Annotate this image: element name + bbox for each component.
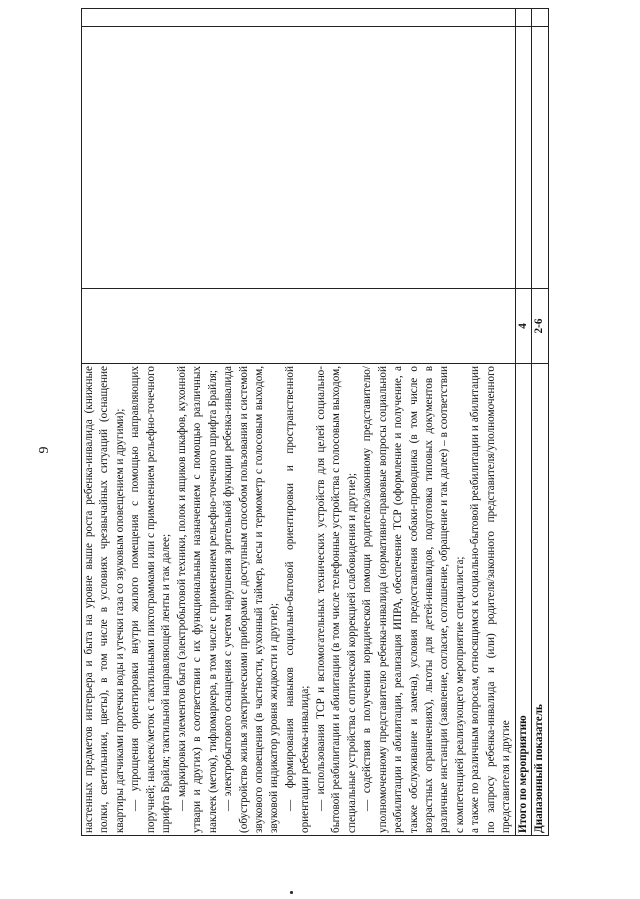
scan-dot: [290, 891, 293, 894]
description-paragraph: — содействия в получении юридической помощи родителю/законному представителю/уполномоченному представителю ребенка-инвалида (нормативно-правовые вопросы социальной реабилитации и абилитации, реализация ИПРА, обеспечение ТСР (оформление и получение, а также обслуживание и замена), условия предоставления собаки-проводника (в том числе о возрастных ограничениях), льготы для детей-инвалидов, подготовка типовых документов в различные инстанции (заявление, согласие, соглашение, обращение и так далее) – в соответствии с компетенцией реализующего мероприятие специалиста;: [361, 366, 466, 833]
table-row-description: [82, 9, 516, 836]
description-paragraph: — формирования навыков социально-бытовой ориентировки и пространственной ориентации ребенка-инвалида;: [283, 366, 312, 833]
table-row-range: [532, 9, 548, 836]
total-label: Итого по мероприятию: [515, 364, 531, 836]
description-paragraph: а также по различным вопросам, относящимся к социально-бытовой реабилитации и абилитации по запросу ребенка-инвалида и (или) родителя/законного представителя/уполномоченного представителя и другие: [469, 366, 513, 833]
description-paragraph: — электробытового оснащения с учетом нарушения зрительной функции ребенка-инвалида (обустройство жилья электрическими приборами с доступным способом пользования и системой звукового оповещения (в частности, кухонный таймер, весы и термометр с голосовым выходом, звуковой индикатор уровня жидкости и другие);: [222, 366, 281, 833]
rotated-table-container: [81, 9, 582, 836]
description-cell: [82, 364, 516, 836]
empty-cell: [82, 289, 516, 364]
range-label: Диапазонный показатель: [532, 364, 548, 836]
description-paragraph: настенных предметов интерьера и быта на уровне выше роста ребенка-инвалида (книжные полки, светильники, цветы), в том числе в условиях чрезвычайных ситуаций (оснащение квартиры датчиками протечки воды и утечки газа со звуковым оповещением и другими);: [83, 366, 126, 833]
description-paragraph: — использования ТСР и вспомогательных технических устройств для целей социально-бытовой реабилитации и абилитации (в том числе телефонные устройства с голосовым выходом, специальные устройства с оптической коррекцией слабовидения и другие);: [314, 366, 358, 833]
empty-cell: [82, 9, 516, 27]
page-number: 9: [37, 446, 52, 454]
empty-cell: [532, 27, 548, 289]
empty-cell: [515, 27, 531, 289]
description-paragraph: — маркировки элементов быта (электробытовой техники, полок и ящиков шкафов, кухонной утвари и других) в соответствии с их функциональным назначением с помощью различных наклеек (меток), тифломаркера, в том числе с применением рельефно-точечного шрифта Брайля;: [175, 366, 219, 833]
empty-cell: [515, 9, 531, 27]
empty-cell: [82, 27, 516, 289]
total-value: 4: [515, 289, 531, 364]
range-value: 2-6: [532, 289, 548, 364]
empty-cell: [532, 9, 548, 27]
measures-table: [81, 8, 549, 836]
description-paragraph: — упрощения ориентировки внутри жилого помещения с помощью направляющих поручней; наклеек/меток с тактильными пиктограммами или с применением рельефно-точечного шрифта Брайля; тактильной направляющей ленты и так далее;: [129, 366, 173, 833]
table-row-total: [515, 9, 531, 836]
